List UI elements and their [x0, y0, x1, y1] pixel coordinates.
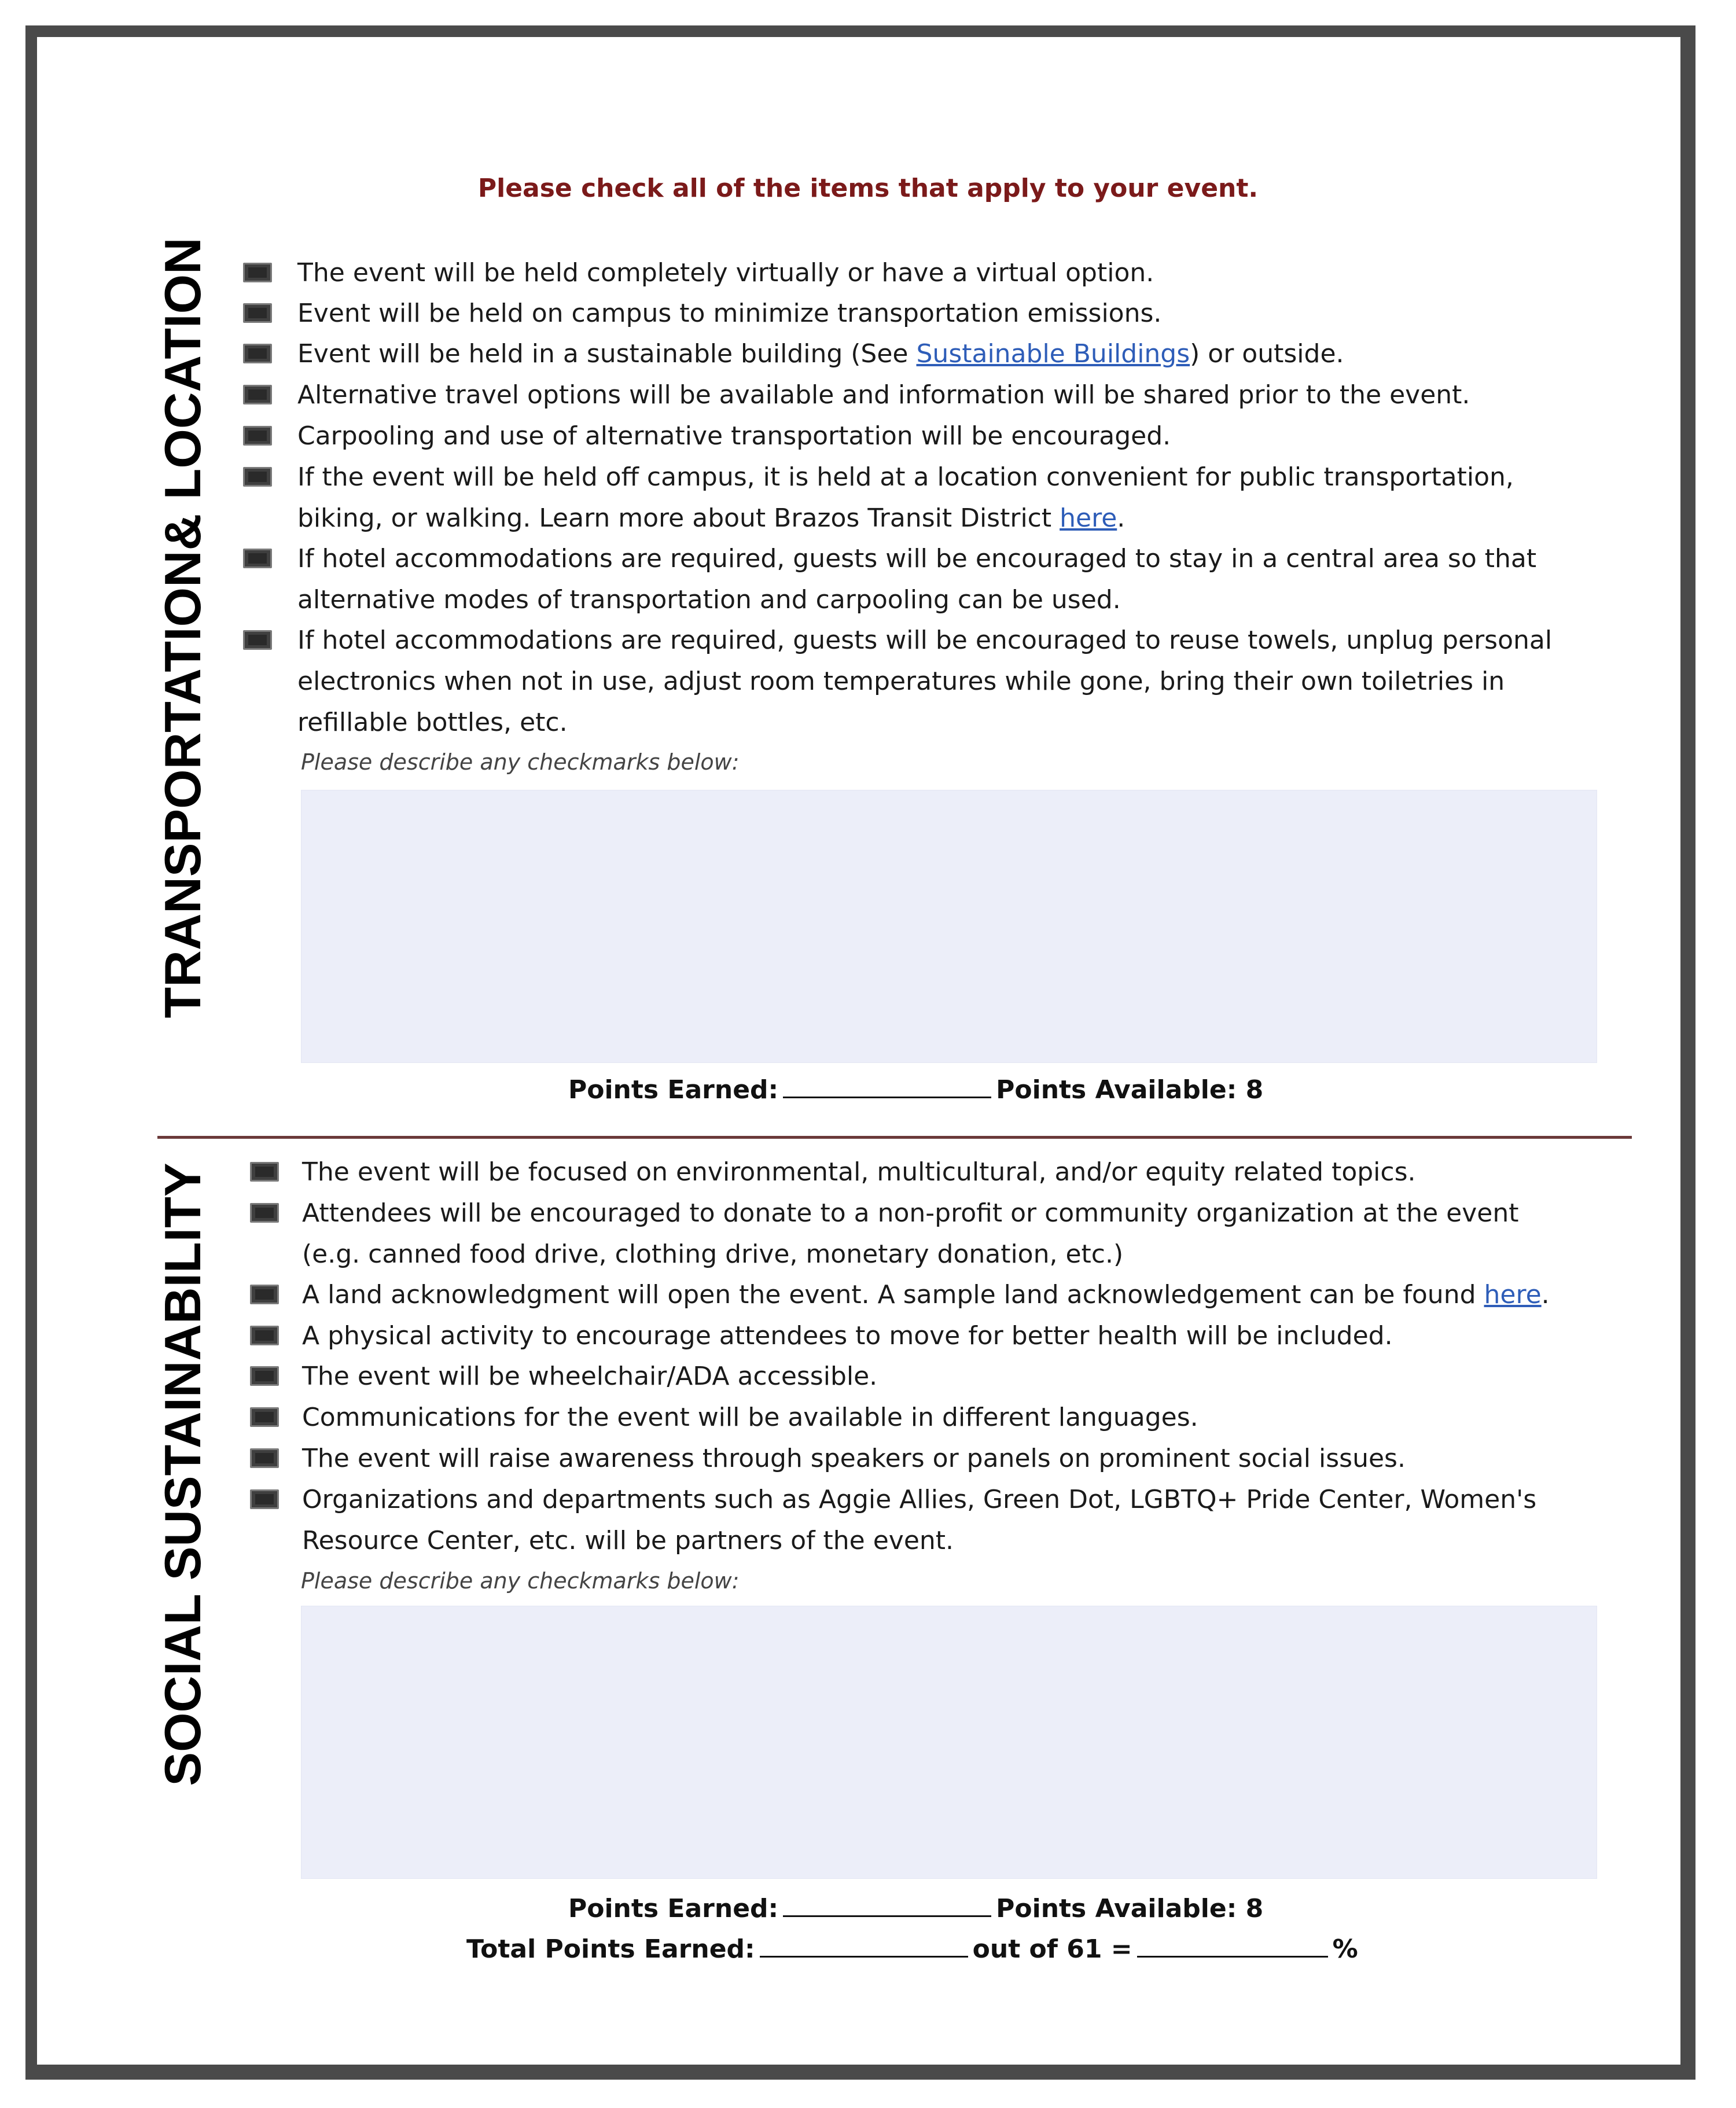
item-text-line: Organizations and departments such as Aggie Allies, Green Dot, LGBTQ+ Pride Center, Women's — [302, 1485, 1537, 1514]
checkbox[interactable] — [250, 1489, 279, 1509]
describe-prompt: Please describe any checkmarks below: — [301, 1568, 740, 1594]
instruction-heading: Please check all of the items that apply to your event. — [477, 174, 1259, 203]
item-text-line: If hotel accommodations are required, guests will be encouraged to stay in a central area so that — [297, 544, 1537, 573]
section-divider — [157, 1136, 1632, 1139]
checkbox[interactable] — [250, 1366, 279, 1386]
item-text-part: . — [1117, 503, 1126, 533]
points-available-label: Points Available: 8 — [996, 1894, 1264, 1923]
item-text-line: Attendees will be encouraged to donate to a non-profit or community organization at the event — [302, 1198, 1519, 1228]
checkbox[interactable] — [250, 1448, 279, 1468]
item-text: The event will raise awareness through speakers or panels on prominent social issues. — [302, 1444, 1406, 1473]
item-text-line: refillable bottles, etc. — [297, 708, 568, 737]
sustainable-buildings-link[interactable]: Sustainable Buildings — [916, 339, 1190, 369]
item-text: Communications for the event will be available in different languages. — [302, 1403, 1198, 1432]
item-text — [297, 333, 1344, 374]
item-text-line — [297, 498, 1125, 539]
item-text: The event will be focused on environmental, multicultural, and/or equity related topics. — [302, 1157, 1416, 1187]
total-out-of-label: out of 61 = — [972, 1934, 1132, 1964]
item-text-line: alternative modes of transportation and carpooling can be used. — [297, 585, 1121, 615]
checkbox[interactable] — [250, 1326, 279, 1345]
total-points-blank[interactable] — [760, 1933, 968, 1958]
points-earned-label: Points Earned: — [568, 1075, 779, 1105]
item-text-line: Resource Center, etc. will be partners of the event. — [302, 1526, 954, 1555]
checkbox[interactable] — [250, 1285, 279, 1304]
points-earned-blank[interactable] — [783, 1892, 991, 1917]
points-line — [568, 1892, 1263, 1923]
item-text-line: (e.g. canned food drive, clothing drive, monetary donation, etc.) — [302, 1239, 1124, 1269]
item-text — [302, 1274, 1550, 1315]
percent-label: % — [1332, 1934, 1358, 1964]
checkbox[interactable] — [250, 1203, 279, 1223]
describe-prompt: Please describe any checkmarks below: — [301, 749, 740, 775]
item-text-line: If hotel accommodations are required, guests will be encouraged to reuse towels, unplug personal — [297, 626, 1553, 655]
item-text: The event will be wheelchair/ADA accessible. — [302, 1362, 878, 1391]
item-text-part: ) or outside. — [1190, 339, 1344, 369]
checkbox[interactable] — [243, 344, 272, 363]
points-earned-label: Points Earned: — [568, 1894, 779, 1923]
describe-textarea-social[interactable] — [301, 1606, 1597, 1879]
points-earned-blank[interactable] — [783, 1073, 991, 1098]
checkbox[interactable] — [243, 303, 272, 323]
item-text: A physical activity to encourage attendees to move for better health will be included. — [302, 1321, 1393, 1351]
checkbox[interactable] — [250, 1162, 279, 1182]
item-text: Alternative travel options will be available and information will be shared prior to the event. — [297, 380, 1470, 410]
checkbox[interactable] — [243, 385, 272, 404]
item-text-part: biking, or walking. Learn more about Brazos Transit District — [297, 503, 1060, 533]
item-text: Carpooling and use of alternative transportation will be encouraged. — [297, 421, 1171, 451]
points-available-label: Points Available: 8 — [996, 1075, 1264, 1105]
checkbox[interactable] — [243, 630, 272, 650]
land-acknowledgement-link[interactable]: here — [1484, 1280, 1542, 1309]
total-points-line — [466, 1933, 1358, 1964]
checkbox[interactable] — [243, 549, 272, 568]
checkbox[interactable] — [243, 263, 272, 282]
item-text: Event will be held on campus to minimize transportation emissions. — [297, 299, 1162, 328]
total-points-label: Total Points Earned: — [466, 1934, 755, 1964]
section-label-social: SOCIAL SUSTAINABILITY — [154, 1162, 211, 1786]
points-line — [568, 1073, 1263, 1105]
item-text-line: electronics when not in use, adjust room temperatures while gone, bring their own toiletries in — [297, 667, 1505, 696]
item-text-part: . — [1541, 1280, 1550, 1309]
brazos-transit-link[interactable]: here — [1060, 503, 1117, 533]
item-text-line: If the event will be held off campus, it is held at a location convenient for public transportation, — [297, 462, 1514, 492]
section-label-transportation: TRANSPORTATION& LOCATION — [154, 237, 211, 1018]
checkbox[interactable] — [243, 467, 272, 487]
checkbox[interactable] — [243, 426, 272, 446]
item-text-part: Event will be held in a sustainable building (See — [297, 339, 917, 369]
item-text: The event will be held completely virtually or have a virtual option. — [297, 258, 1154, 288]
checkbox[interactable] — [250, 1407, 279, 1427]
percent-blank[interactable] — [1137, 1933, 1328, 1958]
describe-textarea-transportation[interactable] — [301, 790, 1597, 1063]
item-text-part: A land acknowledgment will open the event. A sample land acknowledgement can be found — [302, 1280, 1484, 1309]
